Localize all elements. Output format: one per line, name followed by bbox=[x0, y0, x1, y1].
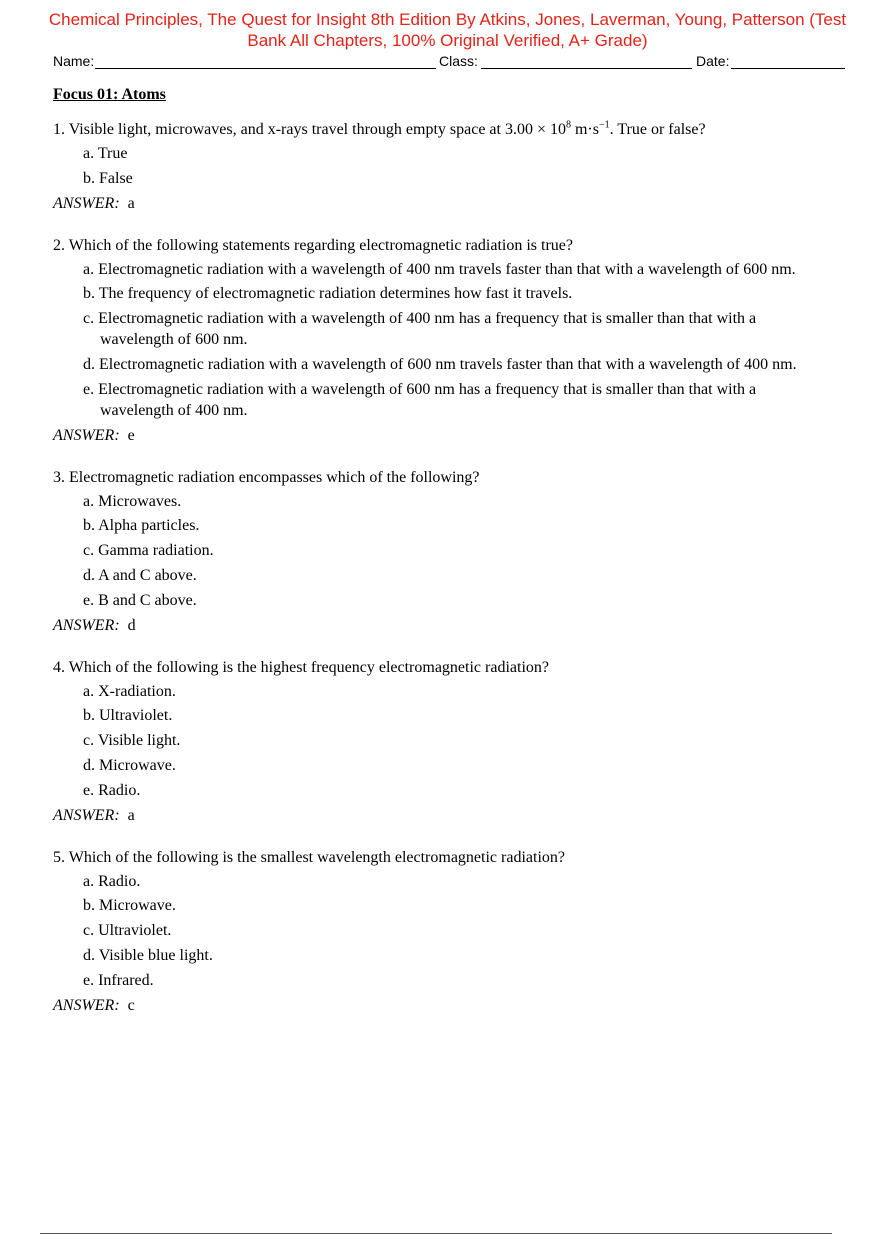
answer-option: b. Alpha particles. bbox=[83, 517, 200, 535]
answer-option: d. A and C above. bbox=[83, 566, 197, 584]
question-stem: 3. Electromagnetic radiation encompasses which of the following? bbox=[53, 468, 480, 486]
question-stem: 4. Which of the following is the highest frequency electromagnetic radiation? bbox=[53, 658, 549, 676]
date-label: Date: bbox=[696, 53, 730, 69]
student-info-fields bbox=[53, 53, 845, 71]
answer-value: a bbox=[127, 194, 135, 212]
answer-key bbox=[53, 615, 823, 636]
answer-option: e. B and C above. bbox=[83, 591, 197, 609]
answer-label: ANSWER: bbox=[53, 996, 120, 1014]
question-1 bbox=[53, 119, 823, 214]
answer-option: e. Electromagnetic radiation with a wavelength of 600 nm has a frequency that is smaller than that with a wavelength of 400 nm. bbox=[83, 380, 757, 419]
question-stem: 2. Which of the following statements regarding electromagnetic radiation is true? bbox=[53, 236, 573, 254]
date-blank-line bbox=[731, 68, 845, 69]
question-stem: 5. Which of the following is the smallest wavelength electromagnetic radiation? bbox=[53, 848, 565, 866]
answer-option: d. Electromagnetic radiation with a wavelength of 600 nm travels faster than that with a wavelength of 400 nm. bbox=[83, 355, 797, 373]
document-banner bbox=[20, 9, 875, 51]
answer-option: a. True bbox=[83, 145, 128, 162]
answer-option: e. Radio. bbox=[83, 781, 141, 799]
answer-option: c. Electromagnetic radiation with a wavelength of 400 nm has a frequency that is smaller than that with a wavelength of 600 nm. bbox=[83, 310, 757, 349]
answer-key bbox=[53, 805, 823, 826]
answer-label: ANSWER: bbox=[53, 616, 120, 634]
answer-option: b. False bbox=[83, 169, 133, 187]
exponent: −1 bbox=[598, 119, 610, 131]
answer-value: c bbox=[127, 996, 135, 1014]
answer-option: c. Ultraviolet. bbox=[83, 922, 172, 940]
answer-option: a. Radio. bbox=[83, 872, 141, 890]
question-stem: 1. Visible light, microwaves, and x-rays travel through empty space at $3.00 \times 10^8$ $m\cdot s^{-1}$. True or false? bbox=[53, 119, 706, 138]
answer-option: b. Ultraviolet. bbox=[83, 707, 173, 725]
answer-option: e. Infrared. bbox=[83, 971, 154, 989]
answer-option: a. Microwaves. bbox=[83, 492, 182, 510]
answer-label: ANSWER: bbox=[53, 806, 120, 824]
section-title: Focus 01: Atoms bbox=[53, 86, 166, 103]
question-3 bbox=[53, 467, 823, 636]
question-2 bbox=[53, 235, 823, 446]
banner-line-2: Bank All Chapters, 100% Original Verified, A+ Grade) bbox=[247, 31, 648, 50]
banner-line-1: Chemical Principles, The Quest for Insight 8th Edition By Atkins, Jones, Laverman, Young, Patterson (Test bbox=[48, 10, 847, 29]
answer-value: d bbox=[127, 616, 136, 634]
class-label: Class: bbox=[439, 53, 478, 69]
footer-divider bbox=[40, 1233, 832, 1234]
answer-option: a. Electromagnetic radiation with a wavelength of 400 nm travels faster than that with a wavelength of 600 nm. bbox=[83, 260, 796, 278]
question-list bbox=[53, 119, 823, 1037]
question-4 bbox=[53, 657, 823, 826]
answer-key bbox=[53, 193, 823, 214]
answer-value: a bbox=[127, 806, 135, 824]
answer-option: b. Microwave. bbox=[83, 897, 176, 915]
answer-key bbox=[53, 995, 823, 1016]
question-5 bbox=[53, 847, 823, 1016]
answer-option: a. X-radiation. bbox=[83, 682, 176, 700]
answer-option: c. Gamma radiation. bbox=[83, 542, 214, 560]
answer-label: ANSWER: bbox=[53, 426, 120, 444]
name-label: Name: bbox=[53, 53, 95, 69]
answer-option: d. Microwave. bbox=[83, 756, 176, 774]
answer-option: c. Visible light. bbox=[83, 732, 181, 750]
answer-key bbox=[53, 425, 823, 446]
answer-value: e bbox=[127, 426, 135, 444]
answer-option: d. Visible blue light. bbox=[83, 946, 213, 964]
answer-label: ANSWER: bbox=[53, 194, 120, 212]
class-blank-line bbox=[481, 68, 692, 69]
exponent: 8 bbox=[565, 119, 571, 131]
answer-option: b. The frequency of electromagnetic radiation determines how fast it travels. bbox=[83, 285, 573, 303]
name-blank-line bbox=[95, 68, 436, 69]
